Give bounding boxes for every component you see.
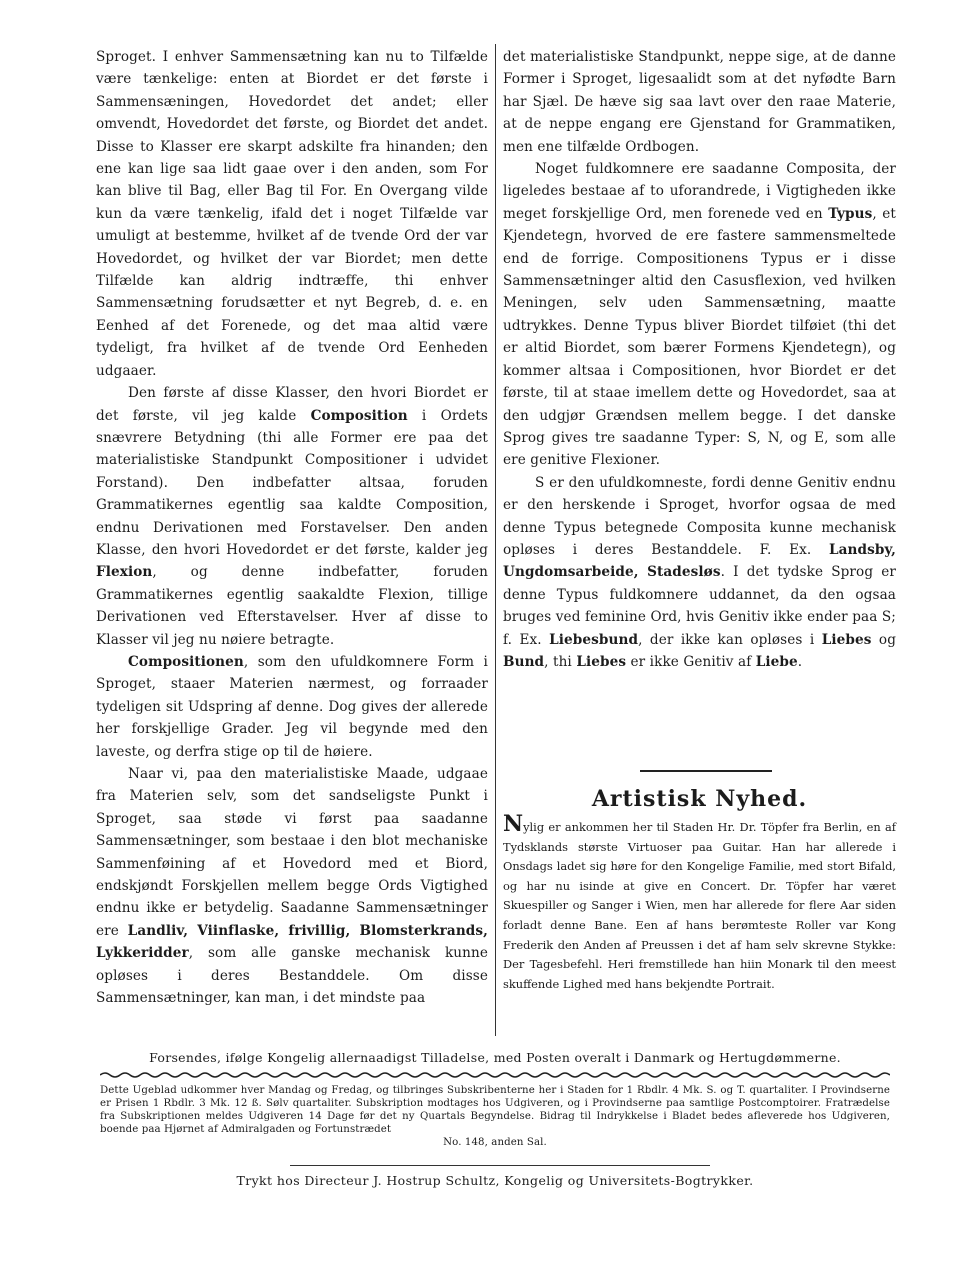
distribution-note: Forsendes, ifølge Kongelig allernaadigst Tilladelse, med Posten overalt i Danmark og Hertugdømmerne. bbox=[149, 1050, 841, 1065]
section-separator bbox=[640, 770, 772, 772]
right-paragraph-3: S er den ufuldkomneste, fordi denne Genitiv endnu er den herskende i Sproget, hvorfor ogsaa de med denne Typus betegnede Composita kunne mechanisk opløses i deres Bestanddele. F. Ex. Landsby, Ungdomsarbeide, Stadesløs. I det tydske Sprog er denne Typus fuldkomnere uddannet, da den ogsaa bruges ved feminine Ord, hvis Genitiv ikke ender paa S; f. Ex. Liebesbund, der ikke kan opløses i Liebes og Bund, thi Liebes er ikke Genitiv af Liebe. bbox=[503, 474, 897, 670]
left-paragraph-2: Den første af disse Klasser, den hvori Biordet er det første, vil jeg kalde Composition i Ordets snævrere Betydning (thi alle Former ere paa det materialistiske Standpunkt Compositioner i udvidet Forstand). Den indbefatter altsaa, foruden Grammatikernes egentlig saa kaldte Composition, endnu Derivationen med Forstavelser. Den anden Klasse, den hvori Hovedordet er det første, kalder jeg Flexion, og denne indbefatter, foruden Grammatikernes egentlig saakaldte Flexion, tillige Derivationen ved Efterstavelser. Hver af disse to Klasser vil jeg nu nøiere betragte. bbox=[96, 385, 488, 648]
left-column bbox=[96, 46, 488, 1009]
imprint-text bbox=[100, 1084, 890, 1149]
bottom-rule bbox=[290, 1165, 710, 1166]
term-compositionen: Compositionen bbox=[128, 653, 244, 670]
printer-line: Trykt hos Directeur J. Hostrup Schultz, Kongelig og Universitets-Bogtrykker. bbox=[236, 1173, 754, 1188]
news-heading: Artistisk Nyhed. bbox=[591, 786, 808, 812]
imprint-body: Dette Ugeblad udkommer hver Mandag og Fredag, og tilbringes Subskribenterne her i Staden for 1 Rbdlr. 4 Mk. S. og T. quartaliter. I Provindserne er Prisen 1 Rbdlr. 3 Mk. 12 ß. Sølv quartaliter. Subskription modtages hos Udgiveren, og i Provindserne paa samtlige Postcomptoirer. Fratrædelse fra Subskriptionen meldes Udgiveren 14 Dage før det ny Quartals Begyndelse. Bidrag til Indrykkelse i Bladet bedes afleverede hos Udgiveren, boende paa Hjørnet af Admiralgaden og Fortunstrædet bbox=[100, 1085, 890, 1135]
left-paragraph-1: Sproget. I enhver Sammensætning kan nu to Tilfælde være tænkelige: enten at Biordet er det første i Sammensæningen, Hovedordet det andet; eller omvendt, Hovedordet det første, og Biordet det andet. Disse to Klasser ere skarpt adskilte fra hinanden; den ene kan lige saa lidt gaae over i den anden, som For kan blive til Bag, eller Bag til For. En Overgang vilde kun da være tænkelig, ifald det i noget Tilfælde var umuligt at bestemme, hvilket af de tvende Ord der var Hovedordet, og hvilket der var Biordet; men dette Tilfælde kan aldrig indtræffe, thi enhver Sammensætning forudsætter et nyt Begreb, d. e. en Eenhed af det Forenede, og det maa altid være tydeligt, fra hvilket af de tvende Ord Eenheden udgaaer. bbox=[96, 49, 488, 379]
term-typus: Typus bbox=[828, 205, 873, 222]
right-paragraph-1: det materialistiske Standpunkt, neppe sige, at de danne Former i Sproget, ligesaalidt som at det nyfødte Barn har Sjæl. De hæve sig saa lavt over den raae Materie, at de neppe engang ere Gjenstand for Grammatiken, men ene tilfælde Ordbogen. bbox=[503, 49, 896, 155]
column-divider bbox=[495, 44, 496, 1036]
news-article bbox=[503, 811, 896, 994]
left-paragraph-3: Compositionen, som den ufuldkomnere Form i Sproget, staaer Materien nærmest, og forraader tydeligen sit Udspring af denne. Dog gives der allerede her forskjellige Grader. Jeg vil begynde med den laveste, og derfra stige op til de høiere. bbox=[96, 653, 488, 760]
left-paragraph-4: Naar vi, paa den materialistiske Maade, udgaae fra Materien selv, som det sandseligste Punkt i Sproget, saa støde vi først paa saadanne Sammensætninger, som bestaae i den blot mechaniske Sammenføining af et Hovedord med et Biord, endskjøndt Forskjellen mellem begge Ords Vigtighed endnu ikke er betydelig. Saadanne Sammensætninger ere Landliv, Viinflaske, frivillig, Blomsterkrands, Lykkeridder, som alle ganske mechanisk kunne opløses i deres Bestanddele. Om disse Sammensætninger, kan man, i det mindste paa bbox=[96, 766, 488, 1007]
term-composition: Composition bbox=[310, 407, 408, 424]
drop-cap: N bbox=[503, 811, 524, 837]
term-flexion: Flexion bbox=[96, 564, 153, 581]
news-text: ylig er ankommen her til Staden Hr. Dr. Töpfer fra Berlin, en af Tydsklands største Virtuoser paa Guitar. Han har allerede i Onsdags ladet sig høre for den Kongelige Familie, med stort Bifald, og har nu isinde at give en Concert. Dr. Töpfer har været Skuespiller og Sanger i Wien, men har allerede for flere Aar siden forladt denne Bane. Een af hans berømteste Roller var Kong Frederik den Anden af Preussen i det af ham selv skrevne Stykke: Der Tagesbefehl. Heri fremstillede han hiin Monark til den meest skuffende Lighed med hans bekjendte Portrait. bbox=[503, 820, 896, 991]
right-paragraph-2: Noget fuldkomnere ere saadanne Composita, der ligeledes bestaae af to uforandrede, i Vigtigheden ikke meget forskjellige Ord, men forenede ved en Typus, et Kjendetegn, hvorved de ere fastere sammensmeltede end de forrige. Compositionens Typus er i disse Sammensætninger altid den Casusflexion, ved hvilken Meningen, selv uden Sammensætning, maatte udtrykkes. Denne Typus bliver Biordet tilføiet (thi det er altid Biordet, som bærer Formens Kjendetegn), og kommer altsaa i Compositionen, hvor Biordet er det første, til at staae imellem dette og Hovedordet, saa at den udgjør Grændsen mellem begge. I det danske Sprog gives tre saadanne Typer: S, N, og E, som alle ere genitive Flexioner. bbox=[503, 161, 896, 469]
example-words: Landliv, Viinflaske, frivillig, Blomsterkrands, Lykkeridder bbox=[96, 922, 488, 962]
wavy-rule bbox=[100, 1070, 890, 1080]
right-column bbox=[503, 46, 896, 673]
example-landsby: Landsby, Ungdomsarbeide, Stadesløs bbox=[503, 541, 896, 581]
imprint-address: No. 148, anden Sal. bbox=[443, 1137, 547, 1148]
